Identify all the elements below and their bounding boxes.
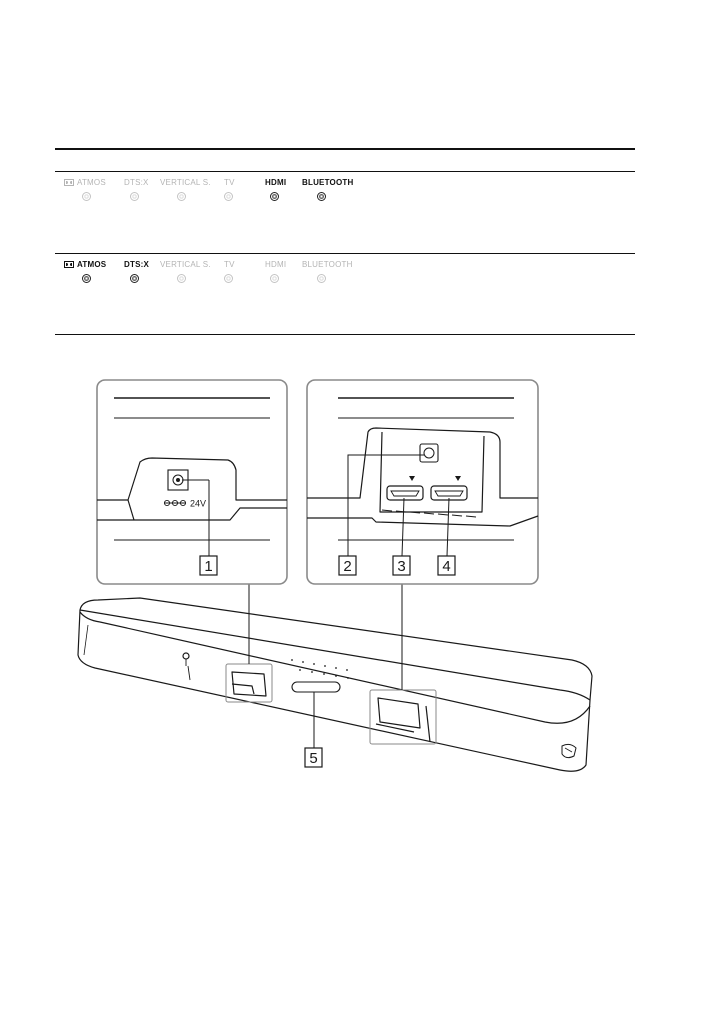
indicator-lamp — [177, 192, 186, 201]
indicator-label: BLUETOOTH — [302, 178, 354, 187]
table-top-rule — [55, 148, 635, 150]
indicator-label: HDMI — [265, 260, 287, 269]
indicator-bluetooth — [302, 259, 372, 270]
indicator-lamp — [130, 192, 139, 201]
indicator-lamp — [177, 274, 186, 283]
indicator-label: TV — [224, 260, 235, 269]
indicator-bluetooth — [302, 177, 372, 188]
callout-4: 4 — [442, 558, 451, 575]
table-header-rule — [55, 171, 635, 172]
indicator-lamp — [224, 192, 233, 201]
indicator-vertical-s — [160, 259, 230, 270]
indicator-label: BLUETOOTH — [302, 260, 353, 269]
indicator-lamp — [82, 274, 91, 283]
indicator-lamp — [82, 192, 91, 201]
indicator-lamp — [270, 192, 279, 201]
indicator-lamp — [224, 274, 233, 283]
indicator-vertical-s — [160, 177, 230, 188]
indicator-lamp — [317, 274, 326, 283]
table-bottom-rule — [55, 334, 635, 335]
indicator-label: TV — [224, 178, 235, 187]
callout-5: 5 — [309, 750, 318, 767]
callout-3: 3 — [397, 558, 406, 575]
detail-box-hdmi — [307, 380, 538, 584]
soundbar-front-edge — [80, 612, 590, 723]
indicator-lamp — [270, 274, 279, 283]
dc-in-voltage-label: 24V — [190, 498, 207, 509]
indicator-label: DTS:X — [124, 260, 149, 269]
indicator-label: ATMOS — [77, 260, 107, 269]
wall-mount-hole-icon — [183, 653, 189, 659]
optical-port-icon — [420, 444, 438, 462]
indicator-lamp — [317, 192, 326, 201]
dolby-icon — [64, 261, 74, 268]
indicator-label: HDMI — [265, 178, 287, 187]
detail-box-dc-in — [97, 380, 287, 584]
end-cap-port-icon — [562, 744, 576, 757]
soundbar-rear-diagram — [0, 360, 703, 790]
control-button-strip — [292, 682, 340, 692]
callout-1: 1 — [204, 558, 213, 575]
indicator-label: ATMOS — [77, 178, 106, 187]
indicator-label: VERTICAL S. — [160, 260, 211, 269]
callout-2: 2 — [343, 558, 352, 575]
table-row-rule — [55, 253, 635, 254]
indicator-label: VERTICAL S. — [160, 178, 211, 187]
soundbar-body — [78, 598, 592, 771]
indicator-lamp — [130, 274, 139, 283]
dolby-icon — [64, 179, 74, 186]
indicator-label: DTS:X — [124, 178, 149, 187]
callouts — [200, 556, 455, 767]
